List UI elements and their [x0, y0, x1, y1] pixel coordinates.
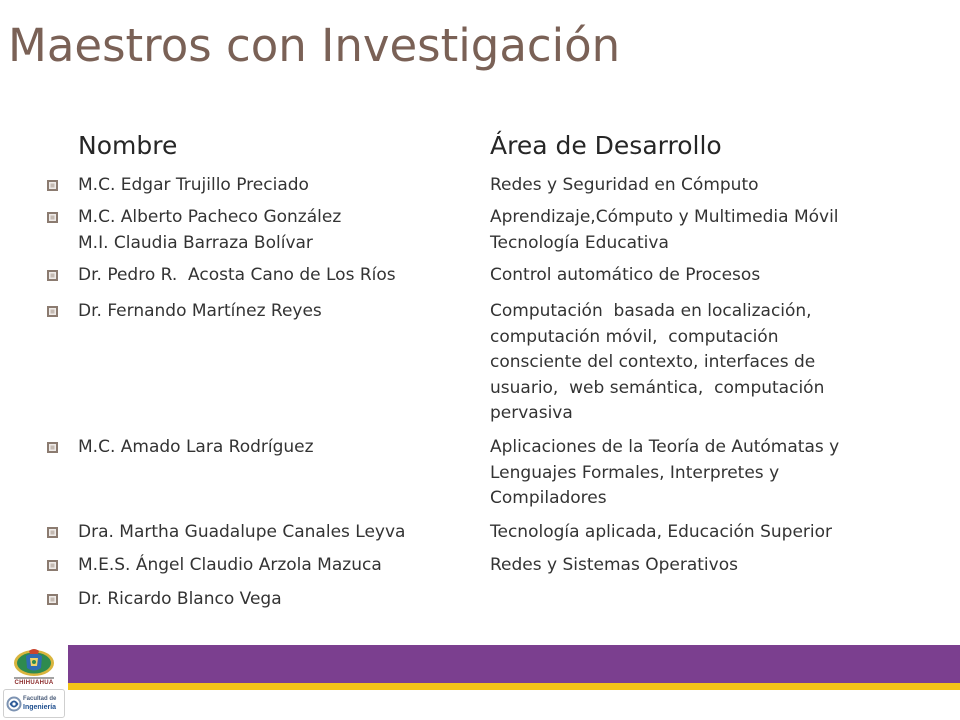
- area-line: pervasiva: [490, 403, 573, 423]
- area-line: consciente del contexto, interfaces de: [490, 352, 816, 372]
- name-line: Dra. Martha Guadalupe Canales Leyva: [78, 522, 406, 542]
- area-line: Compiladores: [490, 488, 607, 508]
- faculty-logo-text: [23, 695, 56, 712]
- researcher-row: [0, 520, 960, 546]
- square-bullet-icon: [47, 594, 58, 605]
- footer-logo-area: [0, 645, 68, 720]
- area-line: Tecnología Educativa: [490, 232, 669, 253]
- researcher-row: [0, 299, 960, 423]
- square-bullet-icon: [47, 180, 58, 191]
- faculty-emblem-icon: [6, 694, 22, 714]
- name-line: M.E.S. Ángel Claudio Arzola Mazuca: [78, 555, 382, 575]
- name-line: M.C. Amado Lara Rodríguez: [78, 437, 314, 457]
- name-line: Dr. Pedro R. Acosta Cano de Los Ríos: [78, 265, 396, 285]
- researcher-name: [78, 205, 341, 256]
- researcher-name: [78, 263, 396, 289]
- research-area: [490, 435, 839, 512]
- researcher-row: [0, 553, 960, 579]
- seal-caption-rule: [14, 677, 54, 679]
- area-line: Redes y Seguridad en Cómputo: [490, 175, 759, 195]
- researcher-name: [78, 520, 405, 546]
- researcher-row: [0, 263, 960, 289]
- faculty-logo-line: Facultad de: [23, 696, 57, 702]
- university-logo-text: CHIHUAHUA: [14, 680, 54, 686]
- faculty-logo: [3, 689, 65, 718]
- square-bullet-icon: [47, 306, 58, 317]
- researcher-name: [78, 299, 322, 325]
- researcher-name: [78, 435, 314, 461]
- research-area: [490, 263, 760, 289]
- area-line: Computación basada en localización,: [490, 301, 812, 321]
- area-line: usuario, web semántica, computación: [490, 377, 825, 398]
- research-area: [490, 205, 839, 256]
- name-line: M.C. Edgar Trujillo Preciado: [78, 175, 309, 195]
- area-line: Redes y Sistemas Operativos: [490, 555, 738, 575]
- area-line: Tecnología aplicada, Educación Superior: [490, 522, 833, 542]
- faculty-logo-line: Ingeniería: [23, 704, 57, 711]
- square-bullet-icon: [47, 560, 58, 571]
- research-area: [490, 520, 832, 546]
- researcher-name: [78, 587, 282, 613]
- slide-title: Maestros con Investigación: [8, 19, 621, 72]
- researcher-row: [0, 587, 960, 613]
- footer-purple-band: [68, 645, 960, 683]
- researcher-row: [0, 435, 960, 508]
- research-area: [490, 553, 738, 579]
- research-area: [490, 299, 824, 427]
- researcher-row: [0, 205, 960, 253]
- area-line: Control automático de Procesos: [490, 265, 761, 285]
- square-bullet-icon: [47, 442, 58, 453]
- name-line: M.I. Claudia Barraza Bolívar: [78, 232, 313, 253]
- column-header-name: Nombre: [78, 131, 178, 160]
- area-line: Lenguajes Formales, Interpretes y: [490, 462, 780, 483]
- researcher-name: [78, 553, 382, 579]
- researcher-name: [78, 173, 309, 199]
- name-line: Dr. Ricardo Blanco Vega: [78, 589, 282, 609]
- footer-gold-stripe: [68, 683, 960, 690]
- area-line: Aplicaciones de la Teoría de Autómatas y: [490, 437, 840, 457]
- research-area: [490, 173, 759, 199]
- name-line: Dr. Fernando Martínez Reyes: [78, 301, 322, 321]
- area-line: computación móvil, computación: [490, 326, 779, 347]
- square-bullet-icon: [47, 270, 58, 281]
- name-line: M.C. Alberto Pacheco González: [78, 207, 342, 227]
- column-header-area: Área de Desarrollo: [490, 131, 722, 160]
- university-seal-icon: [12, 647, 56, 677]
- square-bullet-icon: [47, 527, 58, 538]
- researcher-row: [0, 173, 960, 199]
- area-line: Aprendizaje,Cómputo y Multimedia Móvil: [490, 207, 839, 227]
- square-bullet-icon: [47, 212, 58, 223]
